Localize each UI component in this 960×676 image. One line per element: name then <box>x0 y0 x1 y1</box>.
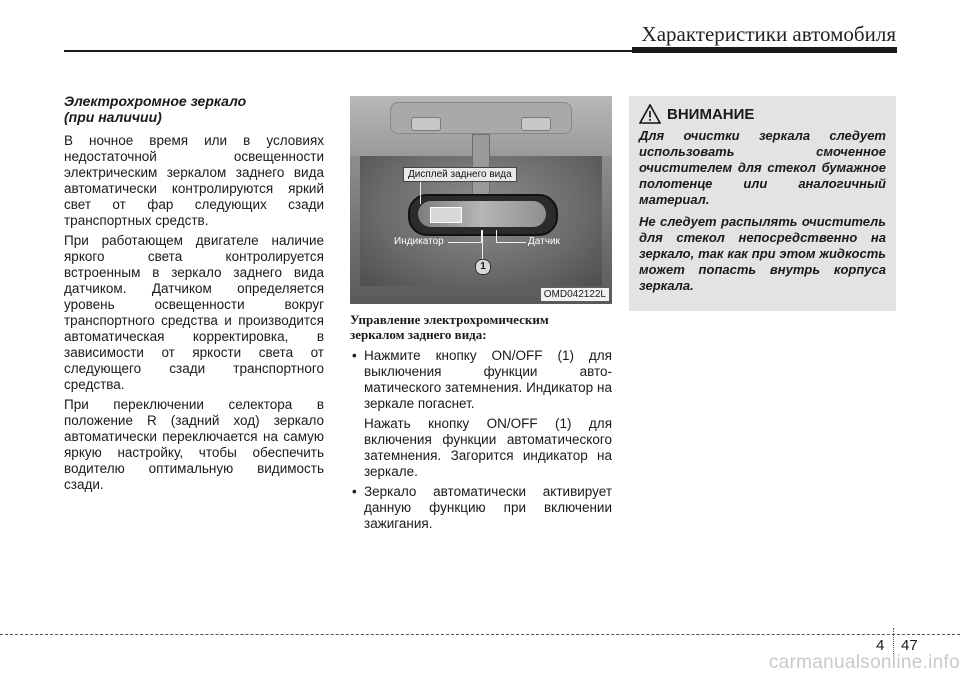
figure-rear-display <box>430 207 462 223</box>
figure-overhead-console <box>390 102 572 134</box>
button-number-badge: 1 <box>475 259 491 275</box>
section-title-line1: Электрохромное зеркало <box>64 93 247 109</box>
figure-lamp-right <box>521 117 551 131</box>
caption-line1: Управление электрохромическим <box>350 312 549 327</box>
callout-line-button <box>482 230 483 259</box>
callout-display: Дисплей заднего вида <box>403 167 517 182</box>
label-indicator: Индикатор <box>394 236 444 247</box>
warning-title: ВНИМАНИЕ <box>667 105 755 123</box>
section-title-line2: (при наличии) <box>64 109 162 125</box>
bullet-1-paragraph-2: Нажать кнопку ON/OFF (1) для включения функции автоматического затемнения. Загорится индикатор на зеркале. <box>364 416 612 479</box>
label-sensor: Датчик <box>528 236 560 247</box>
header-rule-thin <box>64 50 632 52</box>
paragraph-1: В ночное время или в условиях недостаточной освещенности электрическим зеркалом заднего вида автоматически контролируются яркий свет от фар следующих сзади транспортных средств. <box>64 133 324 228</box>
figure-code: OMD042122L <box>541 288 609 301</box>
bullet-marker: • <box>352 348 357 363</box>
callout-line-sensor-v <box>496 230 497 243</box>
bullet-list <box>350 348 612 532</box>
warning-triangle-icon <box>639 104 661 124</box>
warning-paragraph-1: Для очистки зеркала следует использовать смоченное очистителем для стекол бумажное полотенце или аналогичный материал. <box>639 128 886 207</box>
bullet-1-paragraph-1: Нажмите кнопку ON/OFF (1) для выключения функции авто-матического затемнения. Индикатор на зеркале погаснет. <box>364 348 612 411</box>
bullet-2-paragraph-1: Зеркало автоматически активирует данную функцию при включении зажигания. <box>364 484 612 531</box>
warning-box <box>629 96 896 311</box>
bullet-marker: • <box>352 484 357 499</box>
left-column <box>64 93 324 497</box>
middle-column <box>350 96 612 536</box>
callout-line-sensor-h <box>496 242 526 243</box>
figure-lamp-left <box>411 117 441 131</box>
right-column <box>629 96 896 311</box>
watermark: carmanualsonline.info <box>768 652 960 673</box>
footer-dashed-line <box>0 634 960 635</box>
header-rule-thick <box>632 47 897 53</box>
mirror-figure <box>350 96 612 304</box>
warning-header <box>639 104 886 124</box>
bullet-item-1 <box>350 348 612 480</box>
bullet-item-2 <box>350 484 612 532</box>
warning-paragraph-2: Не следует распылять очиститель для стекол непосредственно на зеркало, так как при этом жидкость может попасть внутрь корпуса зеркала. <box>639 214 886 293</box>
callout-line-indicator-h <box>448 242 482 243</box>
figure-caption <box>350 312 612 342</box>
paragraph-2: При работающем двигателе наличие яркого света контролируется встроенным в зеркало заднего вида датчиком. Датчиком определяется уровень освещенности вокруг транспортного средства и производится автоматическая корректировка, в зависимости от яркости света от следующего сзади транспортного средства. <box>64 233 324 392</box>
figure-mirror-glass <box>418 201 546 227</box>
callout-line-display <box>420 180 421 204</box>
chapter-number: 4 <box>876 637 885 654</box>
page-number: 47 <box>901 637 918 654</box>
section-title <box>64 93 324 125</box>
paragraph-3: При переключении селектора в положение R (задний ход) зеркало автоматически переключается на самую яркую настройку, чтобы обеспечить водителю оптимальную видимость сзади. <box>64 397 324 492</box>
figure-mirror <box>408 194 558 236</box>
running-header: Характеристики автомобиля <box>641 22 896 46</box>
caption-line2: зеркалом заднего вида: <box>350 327 487 342</box>
